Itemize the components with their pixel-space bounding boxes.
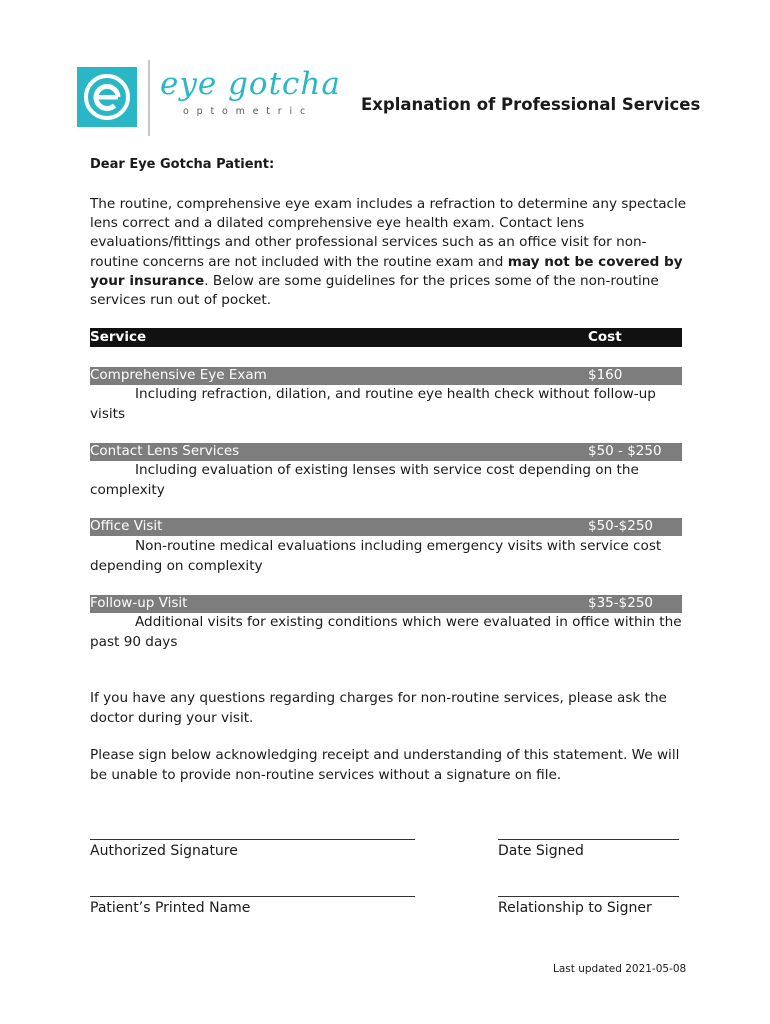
intro-text-2: . Below are some guidelines for the prices some of the non-routine services run out of pocket. — [90, 272, 659, 309]
table-row — [90, 443, 682, 461]
acknowledge-paragraph: Please sign below acknowledging receipt and understanding of this statement. We will be unable to provide non-routine services without a signature on file. — [90, 747, 680, 783]
relationship-line[interactable] — [498, 896, 679, 897]
row-service: Comprehensive Eye Exam — [90, 367, 267, 383]
table-row — [90, 367, 682, 385]
printed-name-label: Patient’s Printed Name — [90, 900, 251, 916]
row-cost: $50-$250 — [588, 518, 653, 534]
greeting: Dear Eye Gotcha Patient: — [90, 157, 275, 172]
row-cost: $160 — [588, 367, 623, 383]
last-updated: Last updated 2021-05-08 — [553, 963, 687, 975]
authorized-signature-line[interactable] — [90, 839, 415, 840]
table-header — [90, 328, 682, 347]
row-description: Including refraction, dilation, and routine eye health check without follow-up visits — [90, 386, 656, 422]
table-row — [90, 518, 682, 536]
page-title: Explanation of Professional Services — [361, 95, 701, 114]
header-service: Service — [90, 329, 147, 345]
row-cost: $35-$250 — [588, 595, 653, 611]
intro-paragraph — [90, 195, 690, 310]
eye-gotcha-e-logo-icon — [77, 67, 137, 127]
date-signed-line[interactable] — [498, 839, 679, 840]
row-cost: $50 - $250 — [588, 443, 662, 459]
date-signed-label: Date Signed — [498, 843, 584, 859]
authorized-signature-label: Authorized Signature — [90, 843, 238, 859]
relationship-label: Relationship to Signer — [498, 900, 652, 916]
row-description: Including evaluation of existing lenses with service cost depending on the complexity — [90, 462, 639, 498]
intro-text-1: The routine, comprehensive eye exam includes a refraction to determine any spectacle lens correct and a dilated comprehensive eye health exam. Contact lens evaluations/fittings and other professional services such as an office visit for non-routine concerns are not included with the routine exam and — [90, 196, 687, 270]
header-cost: Cost — [588, 329, 622, 345]
row-description: Non-routine medical evaluations including emergency visits with service cost depending on complexity — [90, 538, 662, 574]
row-service: Contact Lens Services — [90, 443, 240, 459]
questions-paragraph: If you have any questions regarding charges for non-routine services, please ask the doctor during your visit. — [90, 690, 667, 726]
row-service: Office Visit — [90, 518, 163, 534]
table-row — [90, 595, 682, 613]
intro-bold-text: may not be covered by your insurance — [90, 253, 683, 289]
row-description: Additional visits for existing conditions which were evaluated in office within the past 90 days — [90, 614, 682, 650]
brand-subtitle: optometric — [183, 106, 313, 117]
brand-name: eye gotcha — [160, 66, 341, 102]
printed-name-line[interactable] — [90, 896, 415, 897]
logo-divider — [148, 60, 150, 136]
row-service: Follow-up Visit — [90, 595, 188, 611]
